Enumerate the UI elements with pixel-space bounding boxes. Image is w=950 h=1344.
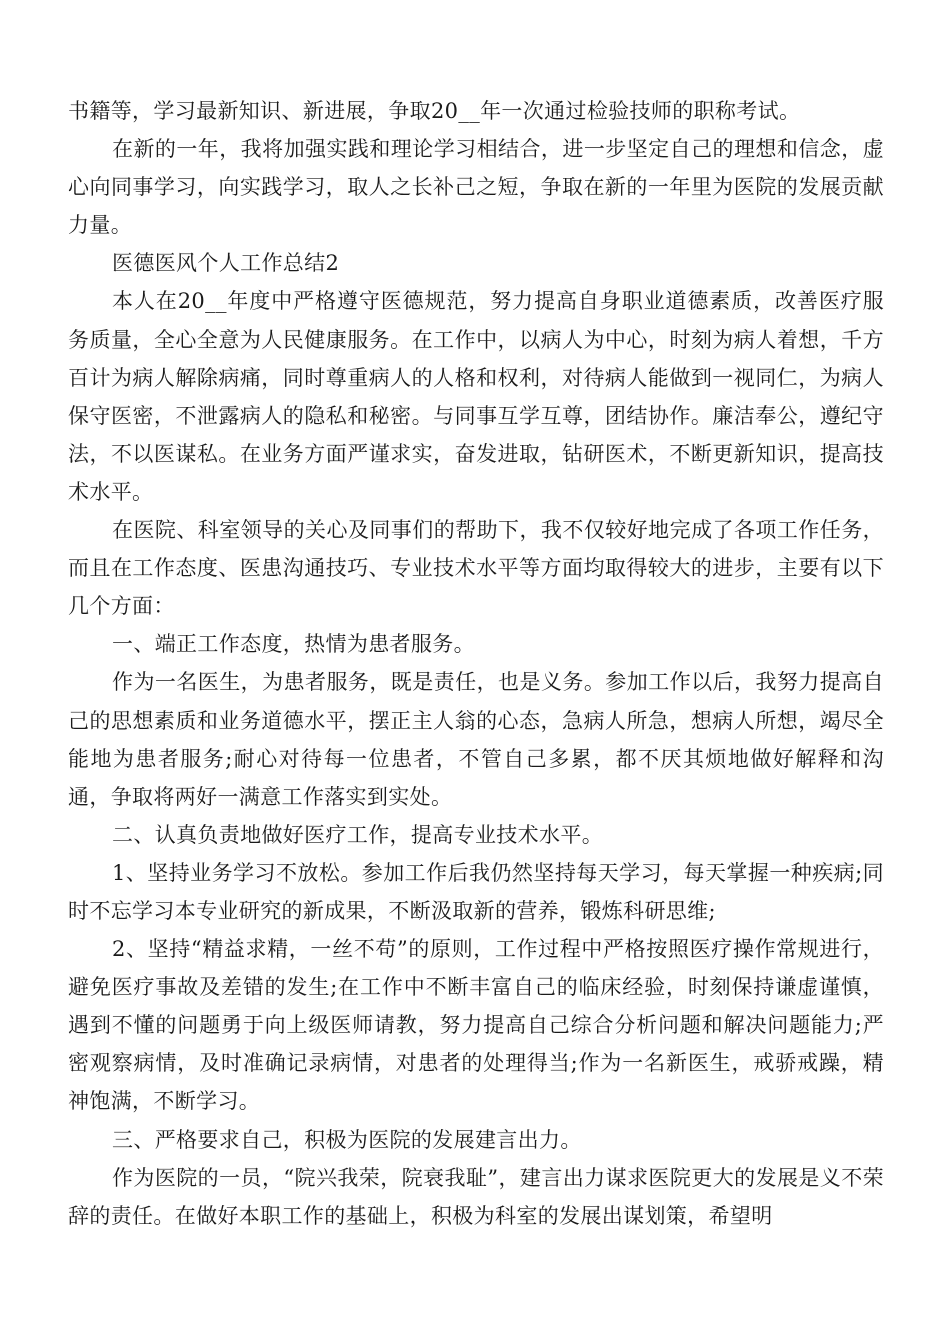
section-title: 医德医风个人工作总结2 — [112, 251, 340, 276]
list-item-principle: 2、坚持“精益求精，一丝不苟”的原则，工作过程中严格按照医疗操作常规进行，避免医疗事故及差错的发生;在工作中不断丰富自己的临床经验，时刻保持谦虚谨慎，遇到不懂的问题勇于向上级医师请教，努力提高自己综合分析问题和解决问题能力;严密观察病情，及时准确记录病情，对患者的处理得当;作为一名新医生，戒骄戒躁，精神饱满，不断学习。 — [68, 937, 884, 1114]
document-body — [68, 92, 884, 1235]
paragraph-continuation: 书籍等，学习最新知识、新进展，争取20__年一次通过检验技师的职称考试。 — [68, 99, 801, 123]
paragraph-progress-intro: 在医院、科室领导的关心及同事们的帮助下，我不仅较好地完成了各项工作任务，而且在工作态度、医患沟通技巧、专业技术水平等方面均取得较大的进步，主要有以下几个方面： — [68, 518, 884, 619]
paragraph-hospital-development: 作为医院的一员，“院兴我荣，院衰我耻”，建言出力谋求医院更大的发展是义不荣辞的责任。在做好本职工作的基础上，积极为科室的发展出谋划策，希望明 — [68, 1165, 884, 1228]
heading-medical-work: 二、认真负责地做好医疗工作，提高专业技术水平。 — [112, 822, 604, 847]
list-item-study: 1、坚持业务学习不放松。参加工作后我仍然坚持每天学习，每天掌握一种疾病;同时不忘学习本专业研究的新成果，不断汲取新的营养，锻炼科研思维; — [68, 860, 884, 923]
heading-self-discipline: 三、严格要求自己，积极为医院的发展建言出力。 — [112, 1127, 582, 1152]
paragraph-ethics-summary: 本人在20__年度中严格遵守医德规范，努力提高自身职业道德素质，改善医疗服务质量，全心全意为人民健康服务。在工作中，以病人为中心，时刻为病人着想，千方百计为病人解除病痛，同时尊重病人的人格和权利，对待病人能做到一视同仁，为病人保守医密，不泄露病人的隐私和秘密。与同事互学互尊，团结协作。廉洁奉公，遵纪守法，不以医谋私。在业务方面严谨求实，奋发进取，钻研医术，不断更新知识，提高技术水平。 — [68, 289, 884, 504]
heading-attitude: 一、端正工作态度，热情为患者服务。 — [112, 632, 475, 657]
paragraph-new-year-plan: 在新的一年，我将加强实践和理论学习相结合，进一步坚定自己的理想和信念，虚心向同事学习，向实践学习，取人之长补己之短，争取在新的一年里为医院的发展贡献力量。 — [68, 137, 884, 238]
paragraph-attitude: 作为一名医生，为患者服务，既是责任，也是义务。参加工作以后，我努力提高自己的思想素质和业务道德水平，摆正主人翁的心态，急病人所急，想病人所想，竭尽全能地为患者服务;耐心对待每一位患者，不管自己多累，都不厌其烦地做好解释和沟通，争取将两好一满意工作落实到实处。 — [68, 670, 884, 809]
